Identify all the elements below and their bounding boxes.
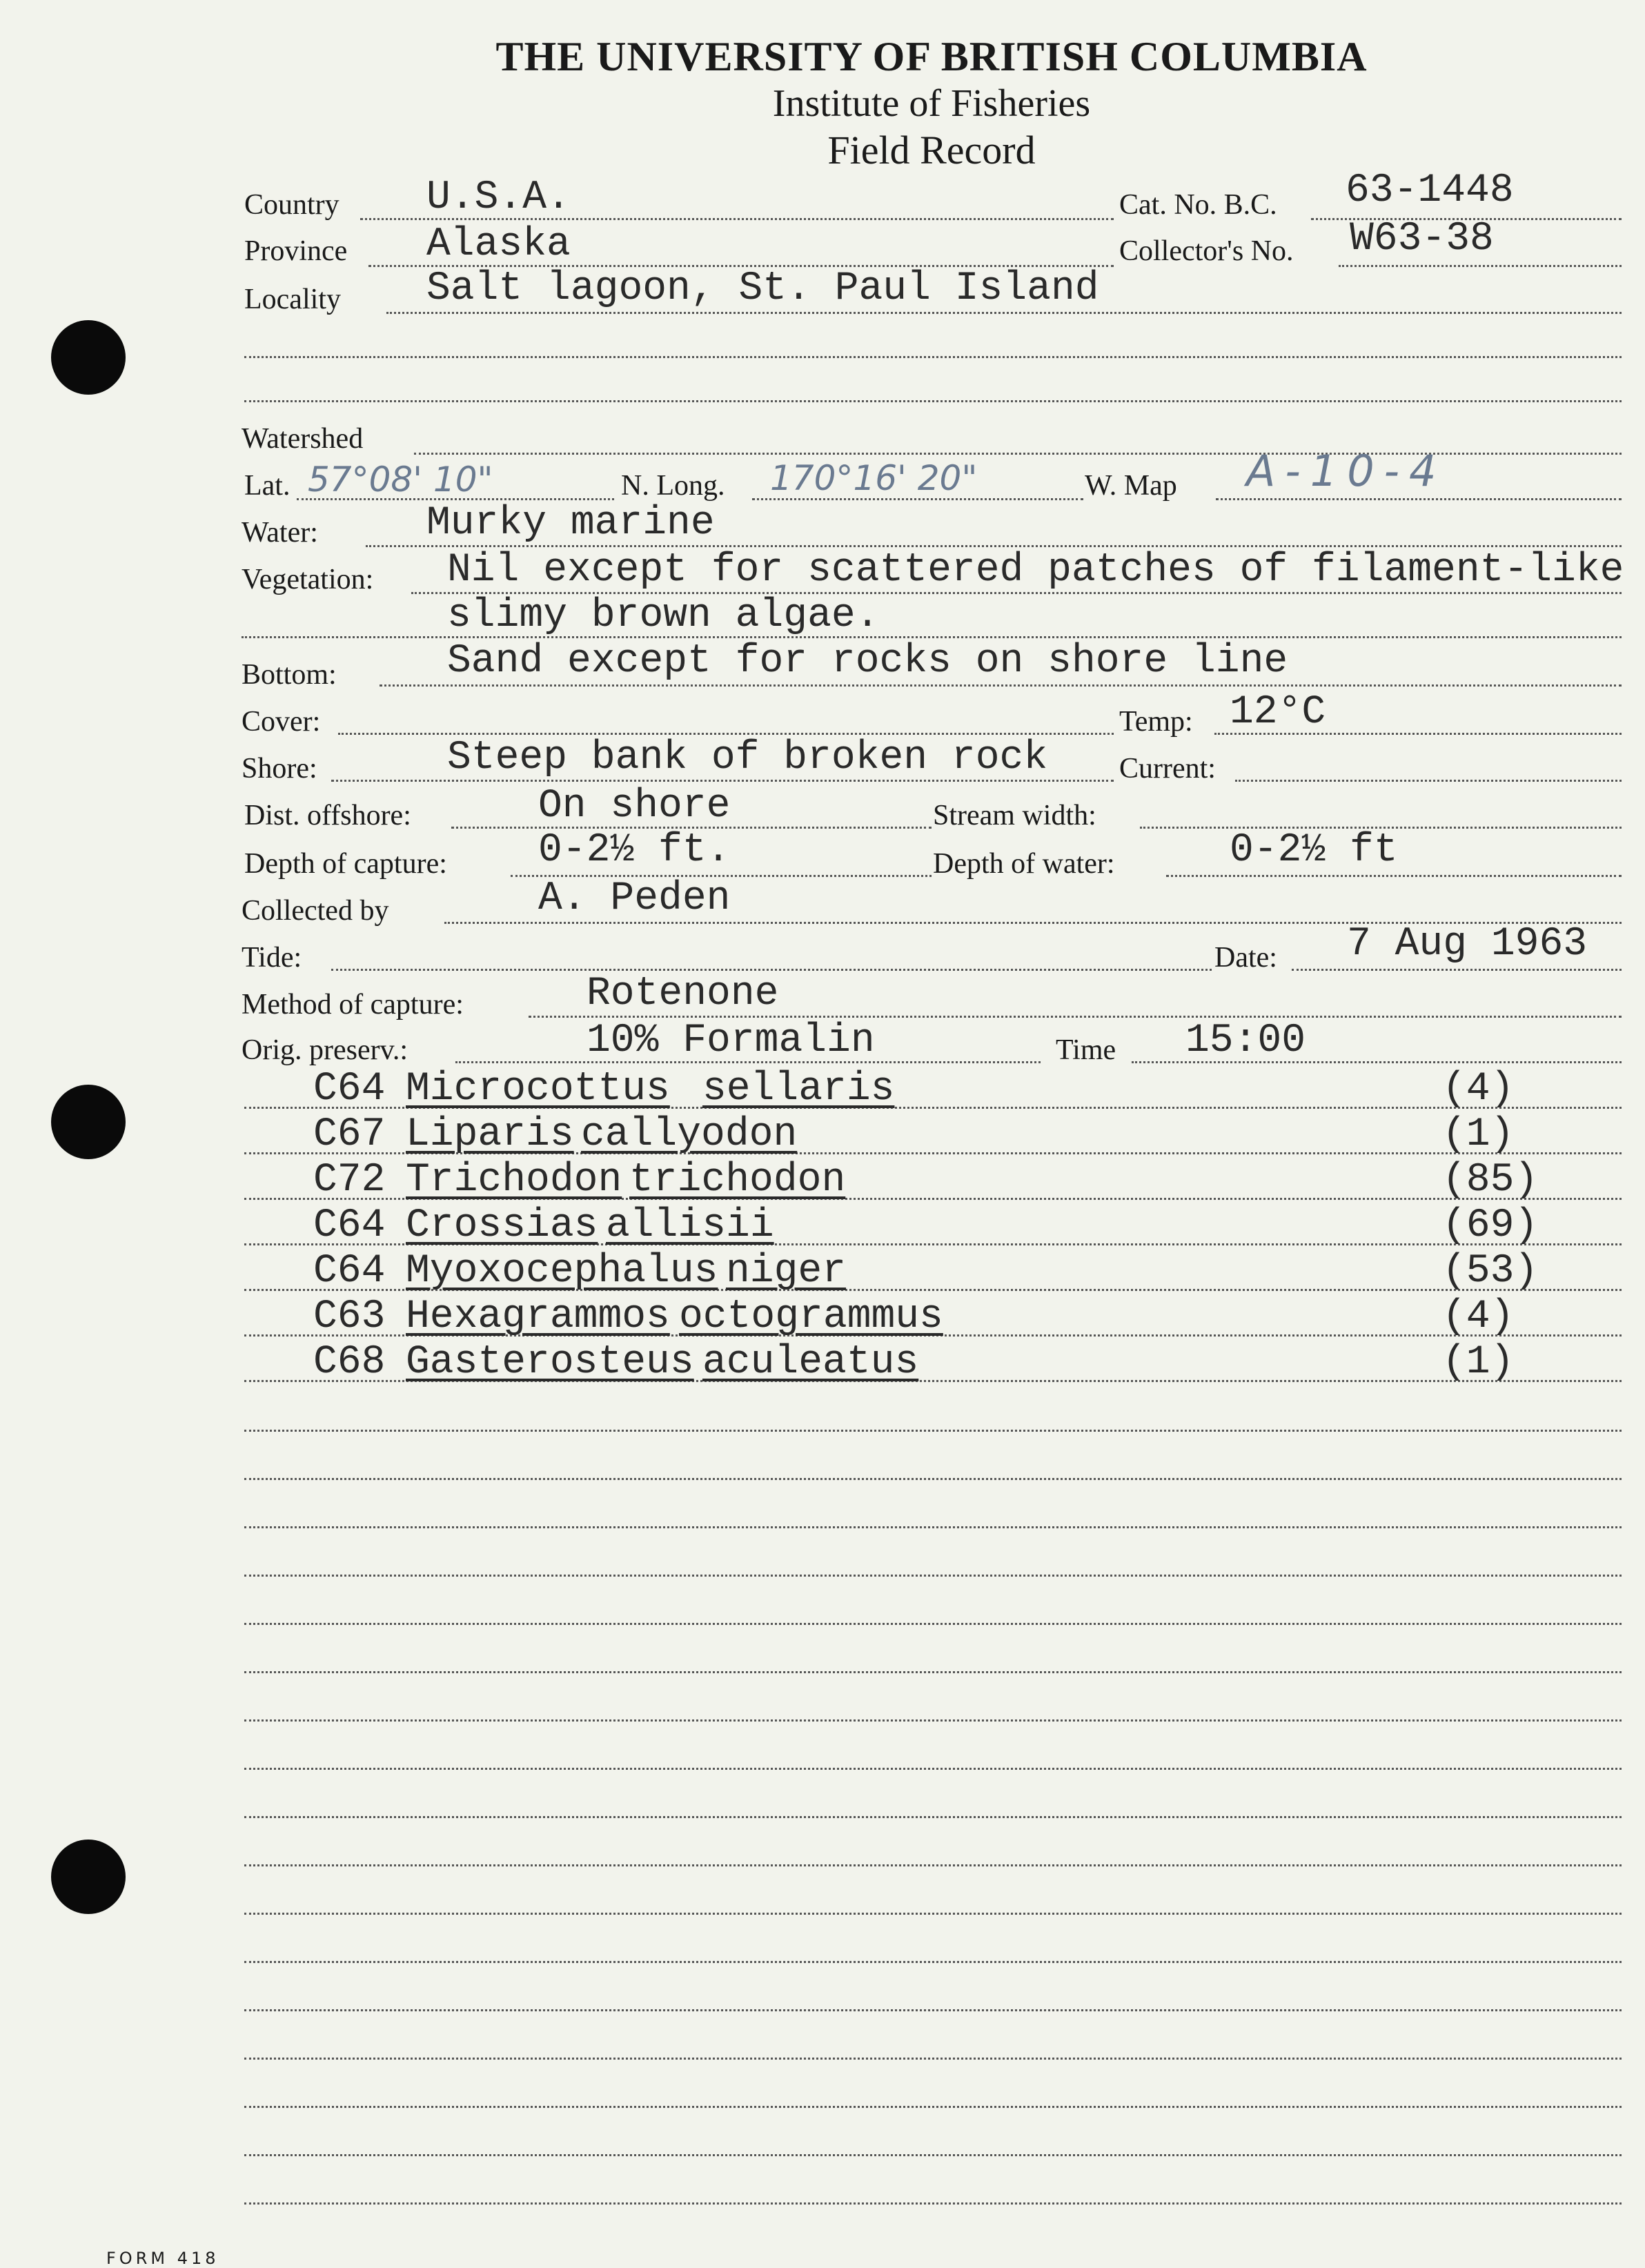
country-value: U.S.A. <box>426 175 571 220</box>
temp-value: 12°C <box>1230 690 1326 735</box>
blank-line <box>244 1816 1622 1818</box>
bottom-value: Sand except for rocks on shore line <box>447 639 1288 684</box>
locality-label: Locality <box>244 284 341 315</box>
water-label: Water: <box>242 517 318 549</box>
blank-line <box>244 1575 1622 1577</box>
collected-by-value: A. Peden <box>538 876 731 921</box>
binder-hole <box>51 320 126 395</box>
collectors-no-line <box>1339 265 1622 267</box>
specimen-genus: Myoxocephalus <box>406 1249 718 1294</box>
specimen-count: (1) <box>1442 1112 1515 1157</box>
current-label: Current: <box>1119 753 1216 785</box>
blank-line <box>244 2154 1622 2156</box>
specimen-genus: Microcottus <box>406 1067 670 1112</box>
vegetation-label: Vegetation: <box>242 564 374 595</box>
blank-line <box>244 1623 1622 1625</box>
method-label: Method of capture: <box>242 989 464 1020</box>
date-label: Date: <box>1214 942 1277 974</box>
binder-hole <box>51 1840 126 1914</box>
blank-line <box>244 2106 1622 2108</box>
specimen-species: aculeatus <box>702 1340 919 1385</box>
university-title: THE UNIVERSITY OF BRITISH COLUMBIA <box>495 34 1368 79</box>
method-value: Rotenone <box>587 972 779 1016</box>
long-line <box>752 498 1083 500</box>
specimen-code: C67 <box>313 1112 386 1157</box>
collectors-no-value: W63-38 <box>1350 217 1494 262</box>
specimen-code: C64 <box>313 1249 386 1294</box>
specimen-code: C63 <box>313 1294 386 1339</box>
cover-label: Cover: <box>242 706 321 738</box>
blank-line <box>244 2202 1622 2205</box>
time-value: 15:00 <box>1185 1018 1306 1063</box>
specimen-count: (69) <box>1442 1203 1539 1248</box>
blank-line <box>244 1430 1622 1432</box>
cat-no-label: Cat. No. B.C. <box>1119 189 1277 221</box>
locality-line-2 <box>244 356 1622 358</box>
specimen-code: C64 <box>313 1203 386 1248</box>
blank-line <box>244 1671 1622 1673</box>
collected-by-label: Collected by <box>242 895 389 927</box>
specimen-code: C72 <box>313 1158 386 1203</box>
form-title: Field Record <box>827 128 1036 172</box>
lat-label: Lat. <box>244 470 290 502</box>
depth-water-label: Depth of water: <box>933 848 1115 880</box>
specimen-count: (53) <box>1442 1249 1539 1294</box>
watershed-label: Watershed <box>242 423 364 455</box>
locality-value: Salt lagoon, St. Paul Island <box>426 266 1099 311</box>
shore-label: Shore: <box>242 753 317 785</box>
specimen-code: C64 <box>313 1067 386 1112</box>
specimen-genus: Crossias <box>406 1203 598 1248</box>
locality-line-3 <box>244 400 1622 402</box>
locality-line <box>386 312 1622 314</box>
vegetation-value-1: Nil except for scattered patches of filament-like <box>447 548 1624 593</box>
province-label: Province <box>244 235 348 267</box>
date-line <box>1292 969 1622 971</box>
orig-preserv-value: 10% Formalin <box>587 1018 875 1063</box>
binder-hole <box>51 1085 126 1159</box>
specimen-species: callyodon <box>581 1112 798 1157</box>
specimen-species: octogrammus <box>679 1294 943 1339</box>
temp-label: Temp: <box>1119 706 1193 738</box>
time-label: Time <box>1056 1034 1116 1066</box>
shore-value: Steep bank of broken rock <box>447 736 1048 780</box>
cover-line <box>338 733 1114 735</box>
specimen-code: C68 <box>313 1340 386 1385</box>
specimen-genus: Gasterosteus <box>406 1340 694 1385</box>
blank-line <box>244 1478 1622 1480</box>
tide-line <box>331 969 1212 971</box>
specimen-species: allisii <box>606 1203 774 1248</box>
blank-line <box>244 1913 1622 1915</box>
province-value: Alaska <box>426 222 571 267</box>
blank-line <box>244 1768 1622 1770</box>
blank-line <box>244 2009 1622 2011</box>
country-label: Country <box>244 189 339 221</box>
bottom-label: Bottom: <box>242 659 337 691</box>
tide-label: Tide: <box>242 942 302 974</box>
cat-no-value: 63-1448 <box>1346 168 1514 213</box>
form-number: FORM 418 <box>106 2249 219 2268</box>
blank-line <box>244 1961 1622 1963</box>
specimen-species: trichodon <box>629 1158 846 1203</box>
collectors-no-label: Collector's No. <box>1119 235 1294 267</box>
blank-line <box>244 1526 1622 1528</box>
blank-line <box>244 1719 1622 1722</box>
date-value: 7 Aug 1963 <box>1347 922 1588 967</box>
water-value: Murky marine <box>426 501 715 546</box>
specimen-genus: Liparis <box>406 1112 574 1157</box>
long-value: 170°16' 20" <box>770 458 978 498</box>
bottom-line <box>380 684 1622 687</box>
depth-water-value: 0-2½ ft <box>1230 828 1398 873</box>
depth-capture-value: 0-2½ ft. <box>538 828 731 873</box>
map-value: A-10-4 <box>1246 446 1446 496</box>
map-line <box>1216 498 1622 500</box>
specimen-count: (4) <box>1442 1067 1515 1112</box>
specimen-genus: Trichodon <box>406 1158 622 1203</box>
depth-capture-label: Depth of capture: <box>244 848 447 880</box>
blank-line <box>244 1864 1622 1866</box>
specimen-count: (4) <box>1442 1294 1515 1339</box>
orig-preserv-label: Orig. preserv.: <box>242 1034 408 1066</box>
institute-title: Institute of Fisheries <box>772 82 1091 125</box>
stream-width-label: Stream width: <box>933 800 1096 831</box>
blank-line <box>244 2058 1622 2060</box>
specimen-count: (1) <box>1442 1340 1515 1385</box>
n-long-label: N. Long. <box>621 470 725 502</box>
current-line <box>1235 780 1622 782</box>
dist-offshore-value: On shore <box>538 784 731 829</box>
vegetation-value-2: slimy brown algae. <box>447 593 880 638</box>
specimen-species: sellaris <box>702 1067 895 1112</box>
w-map-label: W. Map <box>1085 470 1177 502</box>
specimen-species: niger <box>726 1249 847 1294</box>
specimen-genus: Hexagrammos <box>406 1294 670 1339</box>
specimen-count: (85) <box>1442 1158 1539 1203</box>
lat-value: 57°08' 10" <box>308 460 493 500</box>
dist-offshore-label: Dist. offshore: <box>244 800 411 831</box>
depth-water-line <box>1166 875 1622 877</box>
